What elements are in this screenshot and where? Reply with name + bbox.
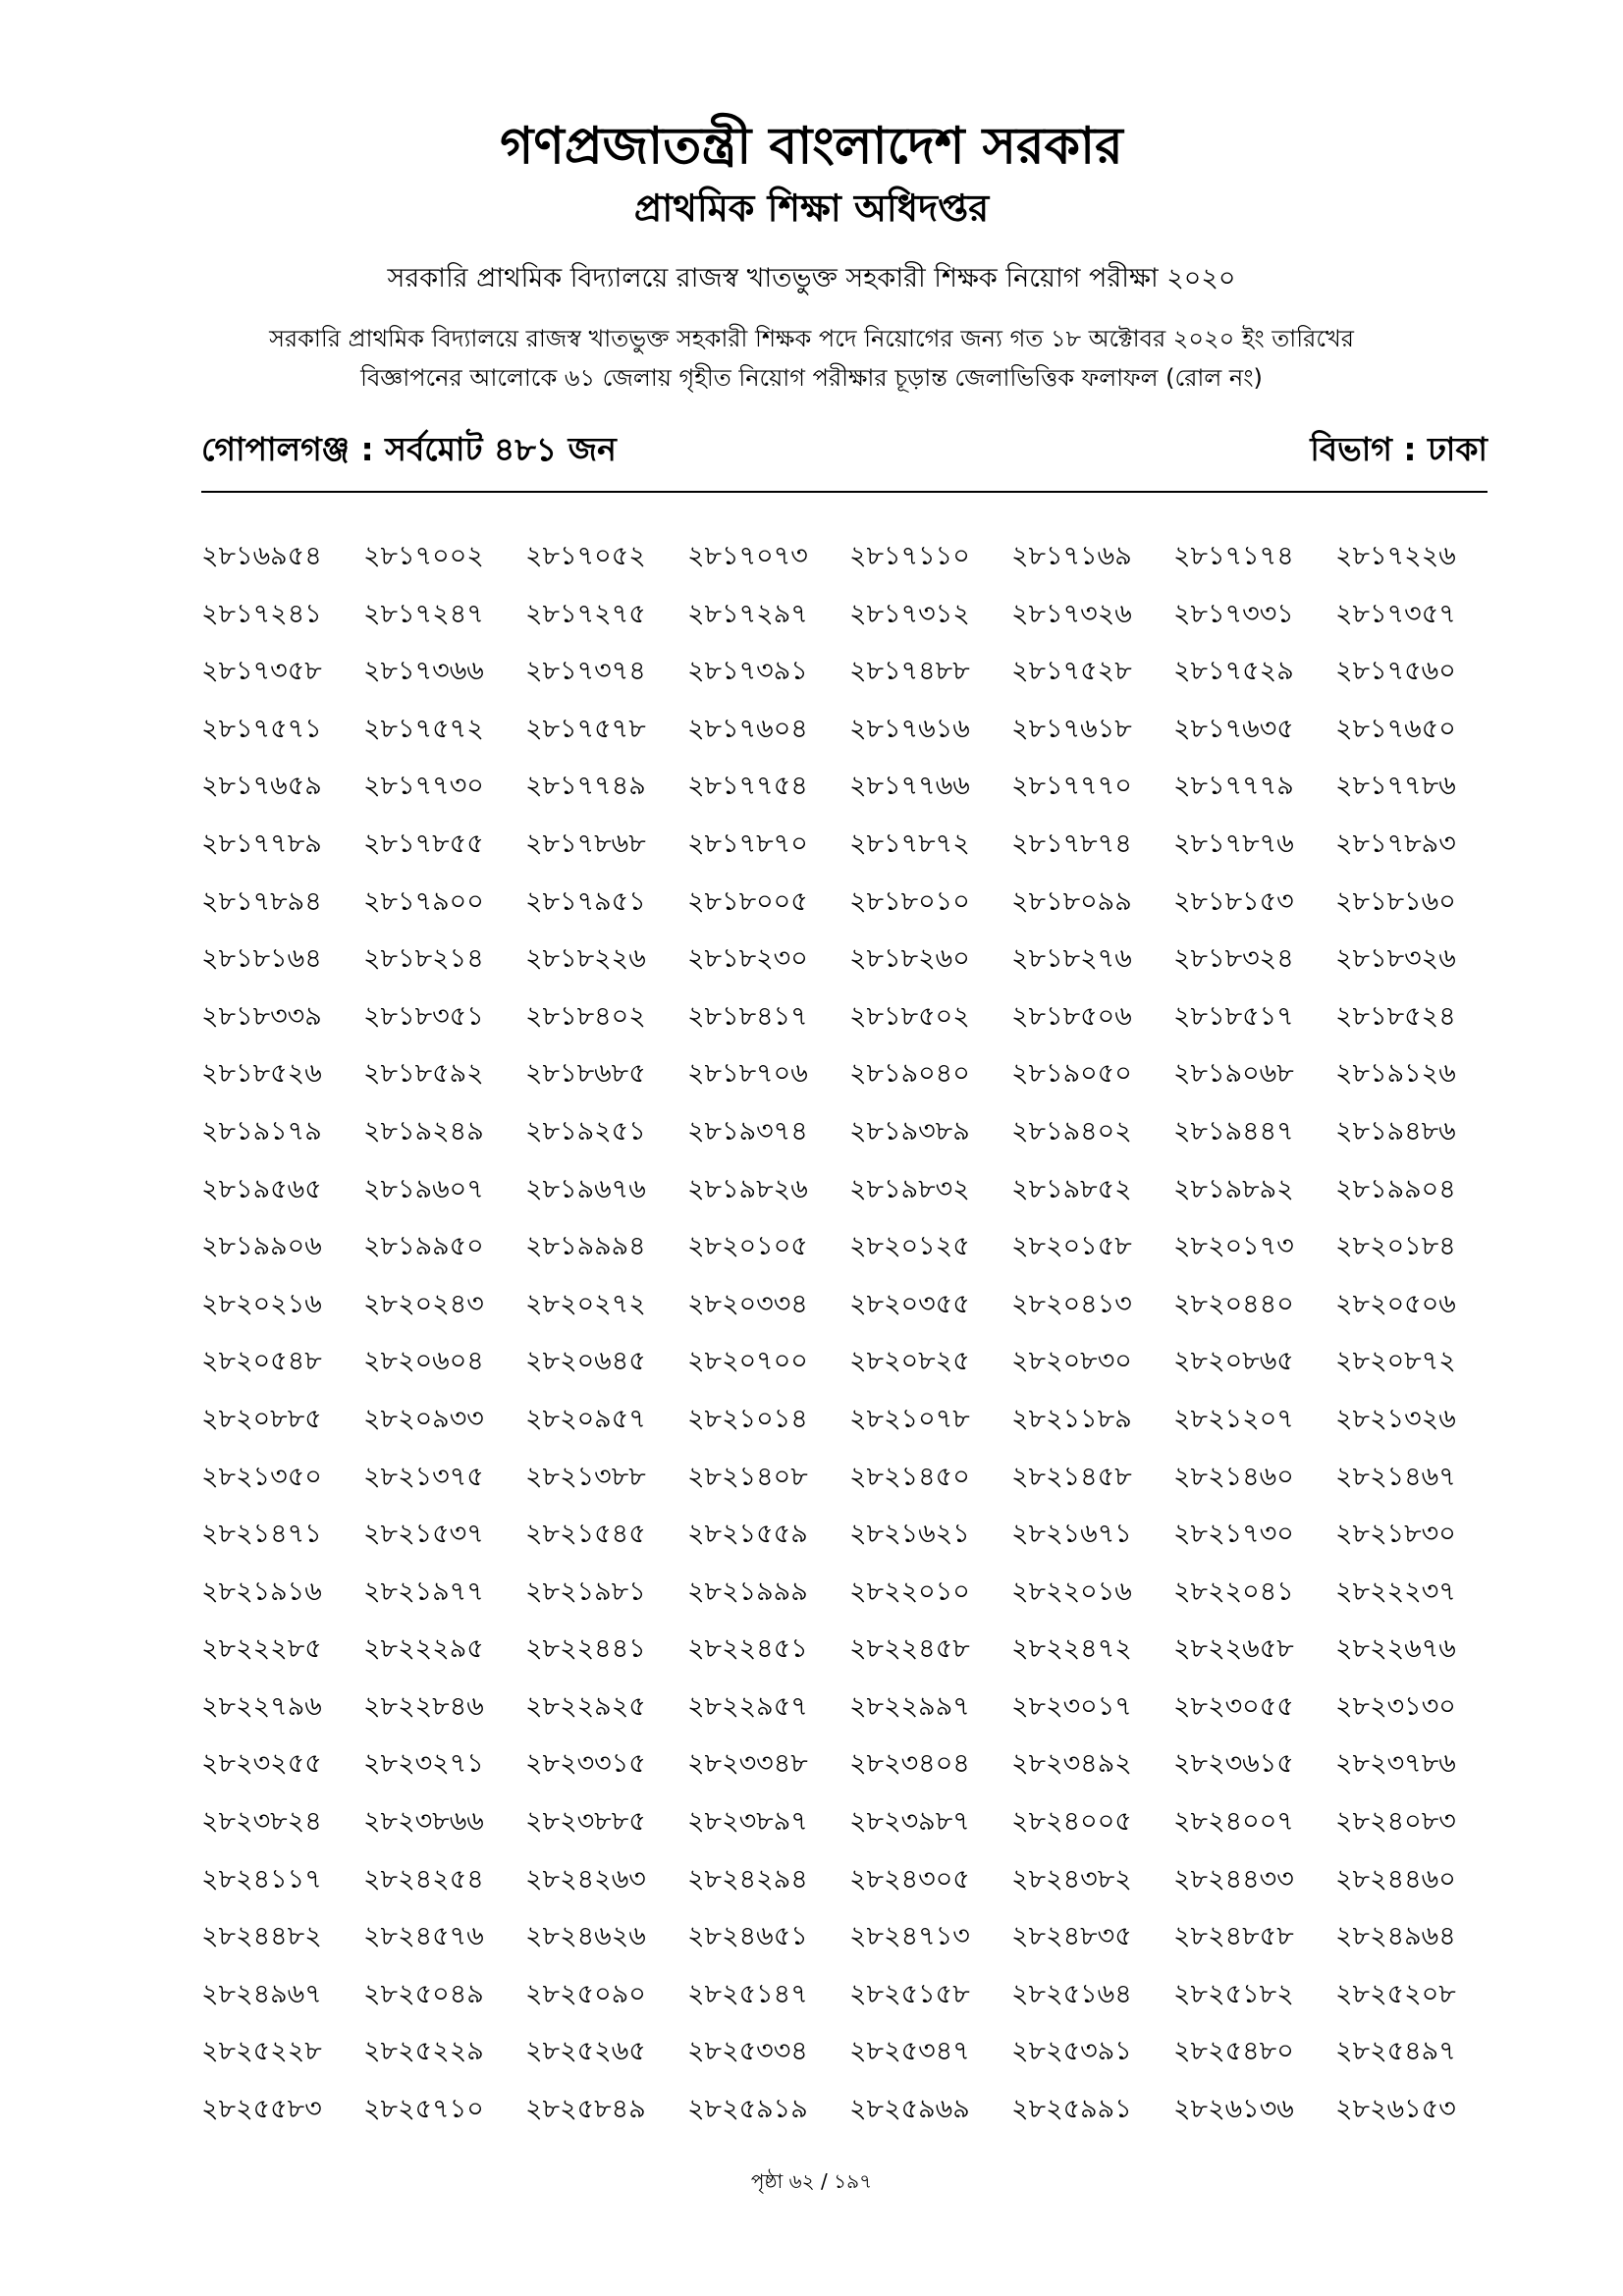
roll-number: ২৮২২৬৫৮ [1173, 1633, 1294, 1665]
roll-number: ২৮২০৬৪৫ [525, 1346, 646, 1377]
roll-number: ২৮২৪১১৭ [201, 1863, 322, 1895]
roll-number: ২৮১৭৫৬০ [1335, 656, 1456, 687]
roll-number: ২৮২৫১৫৮ [849, 1978, 970, 2009]
roll-number: ২৮১৯২৫১ [525, 1115, 646, 1147]
roll-number: ২৮২০৩৩৪ [687, 1288, 808, 1319]
roll-number: ২৮২২০১০ [849, 1575, 970, 1607]
roll-number: ২৮১৭৫২৮ [1011, 656, 1132, 687]
roll-number: ২৮২১৯১৬ [201, 1575, 322, 1607]
roll-number: ২৮২১৪৫০ [849, 1461, 970, 1492]
roll-number: ২৮১৯০৫০ [1011, 1058, 1132, 1090]
roll-number: ২৮২৫৯৯১ [1011, 2094, 1132, 2125]
roll-number: ২৮১৭৩৬৬ [363, 656, 484, 687]
roll-number: ২৮২৫১৬৪ [1011, 1978, 1132, 2009]
roll-number: ২৮২১৬২১ [849, 1519, 970, 1550]
roll-number: ২৮১৭৫২৯ [1173, 656, 1294, 687]
roll-number: ২৮১৯৯০৪ [1335, 1173, 1456, 1204]
roll-number: ২৮২৩৮৯৭ [687, 1806, 808, 1838]
roll-number: ২৮২৩৪৯২ [1011, 1748, 1132, 1780]
roll-number: ২৮১৭৩৯১ [687, 656, 808, 687]
roll-number: ২৮১৮৫২৬ [201, 1058, 322, 1090]
roll-number: ২৮১৭৫৭২ [363, 713, 484, 744]
roll-number: ২৮১৮২৩০ [687, 943, 808, 975]
roll-number: ২৮২৫৪৮০ [1173, 2036, 1294, 2067]
roll-number: ২৮২৩২৫৫ [201, 1748, 322, 1780]
roll-number: ২৮১৮০১০ [849, 885, 970, 917]
government-title: গণপ্রজাতন্ত্রী বাংলাদেশ সরকার [500, 117, 1123, 176]
roll-number: ২৮১৯৯৯৪ [525, 1231, 646, 1262]
roll-number: ২৮২১০১৪ [687, 1403, 808, 1434]
roll-number: ২৮২৩০৫৫ [1173, 1690, 1294, 1722]
roll-number: ২৮১৯৫৬৫ [201, 1173, 322, 1204]
roll-number: ২৮২৪০৮৩ [1335, 1806, 1456, 1838]
roll-number: ২৮১৯৯০৬ [201, 1231, 322, 1262]
roll-number: ২৮২৫৩৩৪ [687, 2036, 808, 2067]
roll-number: ২৮২৬১৫৩ [1335, 2094, 1456, 2125]
roll-number: ২৮২০৫০৬ [1335, 1288, 1456, 1319]
roll-number: ২৮১৯৯৫০ [363, 1231, 484, 1262]
roll-number: ২৮২০৮৭২ [1335, 1346, 1456, 1377]
roll-number: ২৮১৭৭৮৯ [201, 828, 322, 859]
roll-number: ২৮১৭০৫২ [525, 541, 646, 571]
roll-number: ২৮১৯৬৭৬ [525, 1173, 646, 1204]
roll-number: ২৮২১৬৭১ [1011, 1519, 1132, 1550]
roll-number: ২৮২৫৩৪৭ [849, 2036, 970, 2067]
roll-number: ২৮২২৪৫৮ [849, 1633, 970, 1665]
roll-number: ২৮২২৪৭২ [1011, 1633, 1132, 1665]
roll-number: ২৮১৯৩৭৪ [687, 1115, 808, 1147]
roll-number: ২৮২১৪০৮ [687, 1461, 808, 1492]
heading-divider [201, 491, 1488, 493]
roll-number: ২৮১৯৮৯২ [1173, 1173, 1294, 1204]
roll-number: ২৮২৫৮৪৯ [525, 2094, 646, 2125]
roll-number: ২৮২৪০০৫ [1011, 1806, 1132, 1838]
roll-number: ২৮২০৫৪৮ [201, 1346, 322, 1377]
roll-number: ২৮১৭৮৬৮ [525, 828, 646, 859]
roll-number: ২৮২৫০৪৯ [363, 1978, 484, 2009]
roll-number: ২৮১৮০০৫ [687, 885, 808, 917]
roll-number: ২৮২৩৮২৪ [201, 1806, 322, 1838]
roll-number: ২৮২১৪৬৭ [1335, 1461, 1456, 1492]
roll-number: ২৮২২৬৭৬ [1335, 1633, 1456, 1665]
roll-number: ২৮২০১৫৮ [1011, 1231, 1132, 1262]
roll-number: ২৮২০৮৬৫ [1173, 1346, 1294, 1377]
roll-number: ২৮২৩০১৭ [1011, 1690, 1132, 1722]
roll-number: ২৮১৯১২৬ [1335, 1058, 1456, 1090]
roll-number: ২৮১৭৮৭২ [849, 828, 970, 859]
roll-number: ২৮২৪০০৭ [1173, 1806, 1294, 1838]
roll-number: ২৮২১৮৩০ [1335, 1519, 1456, 1550]
roll-number: ২৮১৭০০২ [363, 541, 484, 571]
roll-number: ২৮২৪৯৬৪ [1335, 1921, 1456, 1952]
roll-number: ২৮২০১৭৩ [1173, 1231, 1294, 1262]
roll-number: ২৮২১৩২৬ [1335, 1403, 1456, 1434]
roll-number: ২৮২২০১৬ [1011, 1575, 1132, 1607]
roll-number: ২৮২১১৮৯ [1011, 1403, 1132, 1434]
roll-number: ২৮১৭১৬৯ [1011, 541, 1132, 571]
division-label: বিভাগ : ঢাকা [1310, 430, 1488, 468]
roll-number: ২৮১৭৫৭১ [201, 713, 322, 744]
roll-number: ২৮১৮২৭৬ [1011, 943, 1132, 975]
roll-number: ২৮১৮৩৩৯ [201, 1000, 322, 1032]
roll-number: ২৮২০১৮৪ [1335, 1231, 1456, 1262]
roll-number: ২৮২১৪৬০ [1173, 1461, 1294, 1492]
roll-number: ২৮১৭২৪১ [201, 598, 322, 629]
roll-number: ২৮১৭২৯৭ [687, 598, 808, 629]
roll-number: ২৮১৭৬৫৯ [201, 771, 322, 802]
roll-number: ২৮২০৭০০ [687, 1346, 808, 1377]
exam-title: সরকারি প্রাথমিক বিদ্যালয়ে রাজস্ব খাতভুক্ত সহকারী শিক্ষক নিয়োগ পরীক্ষা ২০২০ [387, 263, 1236, 294]
district-total-label: গোপালগঞ্জ : সর্বমোট ৪৮১ জন [201, 430, 617, 468]
roll-number: ২৮২২৯৯৭ [849, 1690, 970, 1722]
roll-number: ২৮২৩২৭১ [363, 1748, 484, 1780]
roll-number: ২৮২৩৪০৪ [849, 1748, 970, 1780]
roll-number: ২৮২১৭৩০ [1173, 1519, 1294, 1550]
roll-number: ২৮১৭৭৩০ [363, 771, 484, 802]
roll-number: ২৮২৪৭১৩ [849, 1921, 970, 1952]
roll-number: ২৮২৫২০৮ [1335, 1978, 1456, 2009]
roll-number: ২৮১৭৮৯৪ [201, 885, 322, 917]
roll-number: ২৮১৭২৭৫ [525, 598, 646, 629]
roll-number: ২৮২০২৭২ [525, 1288, 646, 1319]
roll-number: ২৮২৪৬২৬ [525, 1921, 646, 1952]
roll-number: ২৮১৯৩৮৯ [849, 1115, 970, 1147]
roll-number: ২৮২১৫৪৫ [525, 1519, 646, 1550]
roll-number: ২৮১৯৮২৬ [687, 1173, 808, 1204]
roll-number: ২৮২৫২২৯ [363, 2036, 484, 2067]
roll-number: ২৮২০৩৫৫ [849, 1288, 970, 1319]
roll-number: ২৮২৩৩১৫ [525, 1748, 646, 1780]
roll-number: ২৮২১২০৭ [1173, 1403, 1294, 1434]
roll-number: ২৮১৭৩৩১ [1173, 598, 1294, 629]
roll-number: ২৮২২৯৫৭ [687, 1690, 808, 1722]
roll-number: ২৮২৩৭৮৬ [1335, 1748, 1456, 1780]
roll-number: ২৮২২৮৪৬ [363, 1690, 484, 1722]
roll-number: ২৮১৮৫২৪ [1335, 1000, 1456, 1032]
roll-number: ২৮১৭৩১২ [849, 598, 970, 629]
roll-number: ২৮২৪৪৩৩ [1173, 1863, 1294, 1895]
roll-number: ২৮১৭১৭৪ [1173, 541, 1294, 571]
roll-number: ২৮১৮১৬৪ [201, 943, 322, 975]
roll-number: ২৮২১৩৫০ [201, 1461, 322, 1492]
roll-number: ২৮২১০৭৮ [849, 1403, 970, 1434]
roll-number: ২৮১৮৩৫১ [363, 1000, 484, 1032]
roll-number: ২৮২৫৩৯১ [1011, 2036, 1132, 2067]
roll-number: ২৮১৭৩২৬ [1011, 598, 1132, 629]
roll-number: ২৮১৭৬১৬ [849, 713, 970, 744]
roll-number: ২৮১৮৫১৭ [1173, 1000, 1294, 1032]
roll-number: ২৮২১৩৮৮ [525, 1461, 646, 1492]
roll-number: ২৮২৪৮৫৮ [1173, 1921, 1294, 1952]
roll-number: ২৮১৮৫০২ [849, 1000, 970, 1032]
roll-number: ২৮২০১০৫ [687, 1231, 808, 1262]
roll-number: ২৮১৯৮৫২ [1011, 1173, 1132, 1204]
roll-number: ২৮২৩৩৪৮ [687, 1748, 808, 1780]
roll-number: ২৮২৫১৪৭ [687, 1978, 808, 2009]
department-title: প্রাথমিক শিক্ষা অধিদপ্তর [633, 187, 990, 230]
roll-number: ২৮১৭৩৫৮ [201, 656, 322, 687]
roll-number: ২৮১৭৮৭৬ [1173, 828, 1294, 859]
roll-number: ২৮২৪৯৬৭ [201, 1978, 322, 2009]
roll-number: ২৮১৯৮৩২ [849, 1173, 970, 1204]
roll-number: ২৮২১৯৮১ [525, 1575, 646, 1607]
roll-number: ২৮২৫২২৮ [201, 2036, 322, 2067]
roll-number: ২৮২১৫৫৯ [687, 1519, 808, 1550]
roll-number: ২৮২৪৪৬০ [1335, 1863, 1456, 1895]
roll-number: ২৮১৮১৬০ [1335, 885, 1456, 917]
roll-number: ২৮১৭৩৫৭ [1335, 598, 1456, 629]
roll-number: ২৮২৪৬৫১ [687, 1921, 808, 1952]
roll-number: ২৮২৪৫৭৬ [363, 1921, 484, 1952]
roll-number: ২৮১৯০৬৮ [1173, 1058, 1294, 1090]
roll-number: ২৮২৫৯১৯ [687, 2094, 808, 2125]
roll-number: ২৮২২৪৪১ [525, 1633, 646, 1665]
roll-number: ২৮১৮৬৮৫ [525, 1058, 646, 1090]
roll-number: ২৮২৫৭১০ [363, 2094, 484, 2125]
roll-number: ২৮১৭৭৫৪ [687, 771, 808, 802]
roll-number: ২৮১৭৭৪৯ [525, 771, 646, 802]
roll-number: ২৮২১৯৭৭ [363, 1575, 484, 1607]
roll-number: ২৮২৪২৯৪ [687, 1863, 808, 1895]
notice-line-2: বিজ্ঞাপনের আলোকে ৬১ জেলায় গৃহীত নিয়োগ পরীক্ষার চূড়ান্ত জেলাভিত্তিক ফলাফল (রোল নং) [360, 364, 1263, 392]
roll-number: ২৮১৭৮৭০ [687, 828, 808, 859]
roll-number: ২৮২০২১৬ [201, 1288, 322, 1319]
roll-number: ২৮১৮২২৬ [525, 943, 646, 975]
roll-number: ২৮২২২৩৭ [1335, 1575, 1456, 1607]
roll-number: ২৮১৯১৭৯ [201, 1115, 322, 1147]
roll-number: ২৮১৭৭৮৬ [1335, 771, 1456, 802]
roll-number: ২৮১৭৫৭৮ [525, 713, 646, 744]
roll-number: ২৮১৮১৫৩ [1173, 885, 1294, 917]
roll-number: ২৮২১৯৯৯ [687, 1575, 808, 1607]
roll-number: ২৮১৮২৬০ [849, 943, 970, 975]
roll-number: ২৮২৩৮৮৫ [525, 1806, 646, 1838]
roll-number: ২৮২২৭৯৬ [201, 1690, 322, 1722]
roll-number: ২৮১৯৪৪৭ [1173, 1115, 1294, 1147]
roll-number: ২৮১৭৯০০ [363, 885, 484, 917]
roll-number: ২৮২০৬০৪ [363, 1346, 484, 1377]
roll-number: ২৮১৮৫০৬ [1011, 1000, 1132, 1032]
roll-number: ২৮১৭৮৫৫ [363, 828, 484, 859]
roll-number: ২৮১৬৯৫৪ [201, 541, 322, 571]
roll-number: ২৮১৭৩৭৪ [525, 656, 646, 687]
roll-number: ২৮২০৮৮৫ [201, 1403, 322, 1434]
roll-number: ২৮১৭৮৯৩ [1335, 828, 1456, 859]
roll-number: ২৮২৩৬১৫ [1173, 1748, 1294, 1780]
roll-number: ২৮২৬১৩৬ [1173, 2094, 1294, 2125]
roll-number: ২৮২৩৯৮৭ [849, 1806, 970, 1838]
roll-number: ২৮১৮৭০৬ [687, 1058, 808, 1090]
notice-line-1: সরকারি প্রাথমিক বিদ্যালয়ে রাজস্ব খাতভুক্ত সহকারী শিক্ষক পদে নিয়োগের জন্য গত ১৮ অক্টোবর ২০২০ ইং তারিখের [269, 325, 1354, 352]
section-heading [201, 424, 1488, 483]
roll-number: ২৮২০৮৩০ [1011, 1346, 1132, 1377]
roll-number: ২৮২০১২৫ [849, 1231, 970, 1262]
roll-number: ২৮২২০৪১ [1173, 1575, 1294, 1607]
roll-number: ২৮১৯৪৮৬ [1335, 1115, 1456, 1147]
roll-number: ২৮২৪৮৩৫ [1011, 1921, 1132, 1952]
roll-number: ২৮২০৯৫৭ [525, 1403, 646, 1434]
roll-number: ২৮২০২৪৩ [363, 1288, 484, 1319]
roll-number: ২৮১৯৬০৭ [363, 1173, 484, 1204]
roll-number: ২৮১৮৪১৭ [687, 1000, 808, 1032]
roll-number: ২৮১৮০৯৯ [1011, 885, 1132, 917]
roll-number: ২৮২২২৯৫ [363, 1633, 484, 1665]
roll-number: ২৮২৪৪৮২ [201, 1921, 322, 1952]
roll-number: ২৮১৭৪৮৮ [849, 656, 970, 687]
roll-number: ২৮২৫২৬৫ [525, 2036, 646, 2067]
roll-number: ২৮১৯০৪০ [849, 1058, 970, 1090]
roll-number: ২৮২৩৮৬৬ [363, 1806, 484, 1838]
roll-number: ২৮২৩১৩০ [1335, 1690, 1456, 1722]
roll-number: ২৮১৭৬১৮ [1011, 713, 1132, 744]
roll-number: ২৮২৪৩৮২ [1011, 1863, 1132, 1895]
roll-number: ২৮১৮৩২৬ [1335, 943, 1456, 975]
roll-number: ২৮২৫৫৮৩ [201, 2094, 322, 2125]
roll-number: ২৮১৭৬৩৫ [1173, 713, 1294, 744]
roll-number: ২৮২০৪১৩ [1011, 1288, 1132, 1319]
roll-number: ২৮১৮৪০২ [525, 1000, 646, 1032]
roll-number: ২৮২৫০৯০ [525, 1978, 646, 2009]
roll-number: ২৮১৭২২৬ [1335, 541, 1456, 571]
roll-number: ২৮১৯৪০২ [1011, 1115, 1132, 1147]
roll-number: ২৮২৫১৮২ [1173, 1978, 1294, 2009]
roll-number: ২৮১৭৮৭৪ [1011, 828, 1132, 859]
roll-number: ২৮২০৮২৫ [849, 1346, 970, 1377]
roll-number: ২৮২৪২৬৩ [525, 1863, 646, 1895]
roll-number: ২৮২৫৯৬৯ [849, 2094, 970, 2125]
roll-number: ২৮২১৩৭৫ [363, 1461, 484, 1492]
roll-number: ২৮২১৫৩৭ [363, 1519, 484, 1550]
page-number: পৃষ্ঠা ৬২ / ১৯৭ [750, 2169, 873, 2193]
notice-text [0, 319, 1623, 398]
roll-number: ২৮১৭৭৬৬ [849, 771, 970, 802]
roll-number: ২৮১৭১১০ [849, 541, 970, 571]
roll-number: ২৮১৭৬৫০ [1335, 713, 1456, 744]
roll-number: ২৮১৮২১৪ [363, 943, 484, 975]
roll-number: ২৮২৫৪৯৭ [1335, 2036, 1456, 2067]
roll-number: ২৮২০৪৪০ [1173, 1288, 1294, 1319]
roll-number: ২৮১৮৩২৪ [1173, 943, 1294, 975]
roll-number: ২৮২২২৮৫ [201, 1633, 322, 1665]
roll-number-list [201, 528, 1497, 2139]
roll-number: ২৮২২৯২৫ [525, 1690, 646, 1722]
roll-number: ২৮১৭৯৫১ [525, 885, 646, 917]
roll-number: ২৮২২৪৫১ [687, 1633, 808, 1665]
roll-number: ২৮১৮৫৯২ [363, 1058, 484, 1090]
roll-number: ২৮২১৪৫৮ [1011, 1461, 1132, 1492]
roll-number: ২৮২৪২৫৪ [363, 1863, 484, 1895]
roll-number: ২৮২৪৩০৫ [849, 1863, 970, 1895]
roll-number: ২৮১৭০৭৩ [687, 541, 808, 571]
roll-number: ২৮১৭৭৭০ [1011, 771, 1132, 802]
roll-number: ২৮১৭২৪৭ [363, 598, 484, 629]
roll-number: ২৮১৯২৪৯ [363, 1115, 484, 1147]
roll-number: ২৮১৭৬০৪ [687, 713, 808, 744]
roll-number: ২৮১৭৭৭৯ [1173, 771, 1294, 802]
roll-number: ২৮২১৪৭১ [201, 1519, 322, 1550]
roll-number: ২৮২০৯৩৩ [363, 1403, 484, 1434]
